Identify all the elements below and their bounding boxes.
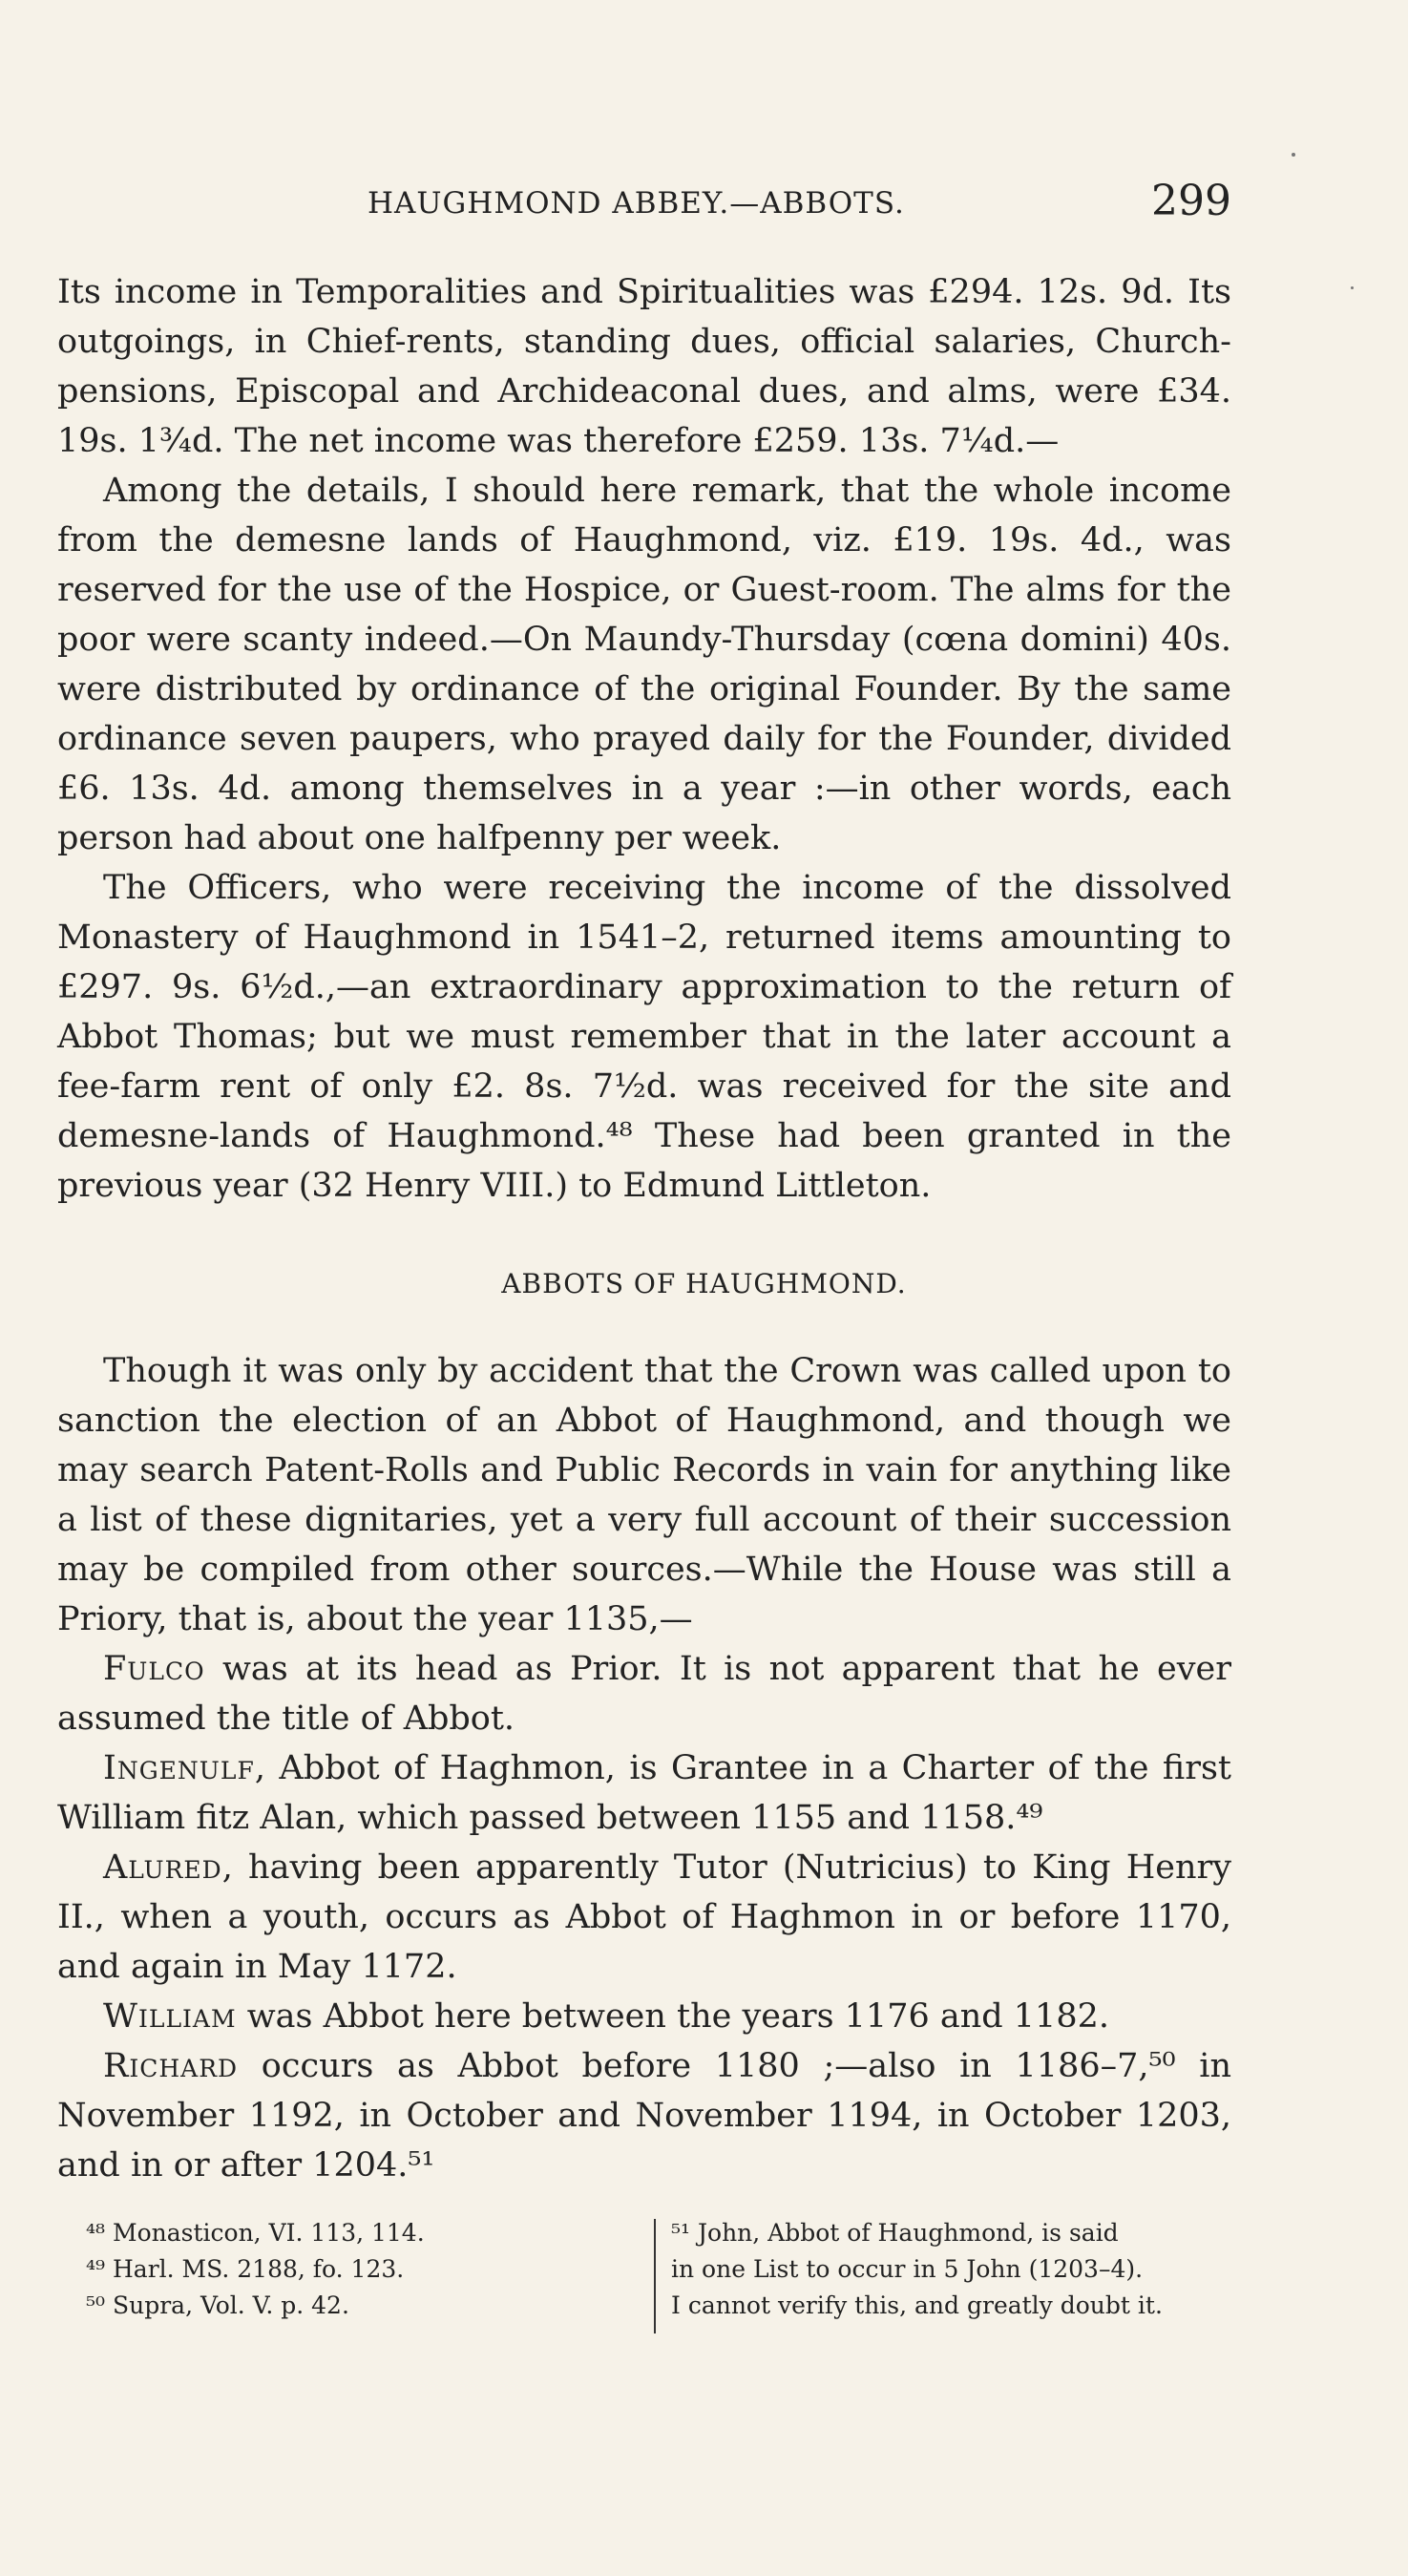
footnotes	[57, 2215, 1231, 2339]
footnotes-left-column	[86, 2215, 649, 2324]
abbot-name: Alured	[103, 1848, 222, 1887]
abbot-name: Ingenulf	[103, 1749, 255, 1787]
abbot-entry-richard	[57, 2041, 1231, 2190]
abbot-text: , having been apparently Tutor (Nutricius) to King Henry II., when a youth, occurs as Abbot of Haghmon in or before 1170, and again in May 1172.	[57, 1848, 1231, 1986]
abbot-entry-alured	[57, 1843, 1231, 1992]
paragraph-officers: The Officers, who were receiving the income of the dissolved Monastery of Haughmond in 1541–2, returned items amounting to £297. 9s. 6½d.,—an extraordinary approximation to the return of Abbot Thomas; but we must remember that in the later account a fee-farm rent of only £2. 8s. 7½d. was received for the site and demesne-lands of Haughmond.⁴⁸ These had been granted in the previous year (32 Henry VIII.) to Edmund Littleton.	[57, 869, 1231, 1205]
abbot-name: William	[103, 1997, 237, 2036]
running-title: HAUGHMOND ABBEY.—ABBOTS.	[368, 186, 905, 221]
abbot-name: Richard	[103, 2047, 239, 2085]
paragraph-details: Among the details, I should here remark, that the whole income from the demesne lands of Haughmond, viz. £19. 19s. 4d., was reserved for the use of the Hospice, or Guest-room. The alms for the poor were scanty indeed.—On Maundy-Thursday (cœna domini) 40s. were distributed by ordinance of the original Founder. By the same ordinance seven paupers, who prayed daily for the Founder, divided £6. 13s. 4d. among themselves in a year :—in other words, each person had about one halfpenny per week.	[57, 472, 1231, 857]
footnote-50: ⁵⁰ Supra, Vol. V. p. 42.	[86, 2291, 349, 2319]
footnote-51-line-2: in one List to occur in 5 John (1203–4).	[671, 2255, 1144, 2283]
paper-speck	[1351, 286, 1354, 289]
abbots-text	[57, 1346, 1231, 2190]
footnote-48: ⁴⁸ Monasticon, VI. 113, 114.	[86, 2219, 425, 2247]
abbot-name: Fulco	[103, 1650, 205, 1688]
running-head	[368, 177, 1231, 234]
page-number: 299	[1151, 177, 1231, 225]
abbot-entry-william	[57, 1992, 1231, 2041]
abbots-intro: Though it was only by accident that the Crown was called upon to sanction the election of an Abbot of Haughmond, and though we may search Patent-Rolls and Public Records in vain for anything like a list of these dignitaries, yet a very full account of their succession may be compiled from other sources.—While the House was still a Priory, that is, about the year 1135,—	[57, 1352, 1231, 1638]
abbot-text: was at its head as Prior. It is not apparent that he ever assumed the title of Abbot.	[57, 1650, 1231, 1738]
abbot-entry-fulco	[57, 1644, 1231, 1743]
section-heading: ABBOTS OF HAUGHMOND.	[501, 1268, 907, 1299]
abbot-text: , Abbot of Haghmon, is Grantee in a Charter of the first William fitz Alan, which passed between 1155 and 1158.⁴⁹	[57, 1749, 1231, 1837]
paper-speck	[1292, 153, 1295, 157]
footnote-49: ⁴⁹ Harl. MS. 2188, fo. 123.	[86, 2255, 405, 2283]
body-text	[57, 267, 1231, 1211]
abbot-text: was Abbot here between the years 1176 and 1182.	[236, 1997, 1109, 2036]
abbot-text: occurs as Abbot before 1180 ;—also in 1186–7,⁵⁰ in November 1192, in October and November 1194, in October 1203, and in or after 1204.⁵¹	[57, 2047, 1231, 2185]
footnote-51-line-3: I cannot verify this, and greatly doubt it.	[671, 2291, 1163, 2319]
paragraph-income: Its income in Temporalities and Spiritualities was £294. 12s. 9d. Its outgoings, in Chief-rents, standing dues, official salaries, Church-pensions, Episcopal and Archideaconal dues, and alms, were £34. 19s. 1¾d. The net income was therefore £259. 13s. 7¼d.—	[57, 273, 1231, 460]
footnotes-right-column	[654, 2215, 1231, 2324]
abbot-entry-ingenulf	[57, 1743, 1231, 1843]
footnote-51-line-1: ⁵¹ John, Abbot of Haughmond, is said	[671, 2219, 1119, 2247]
